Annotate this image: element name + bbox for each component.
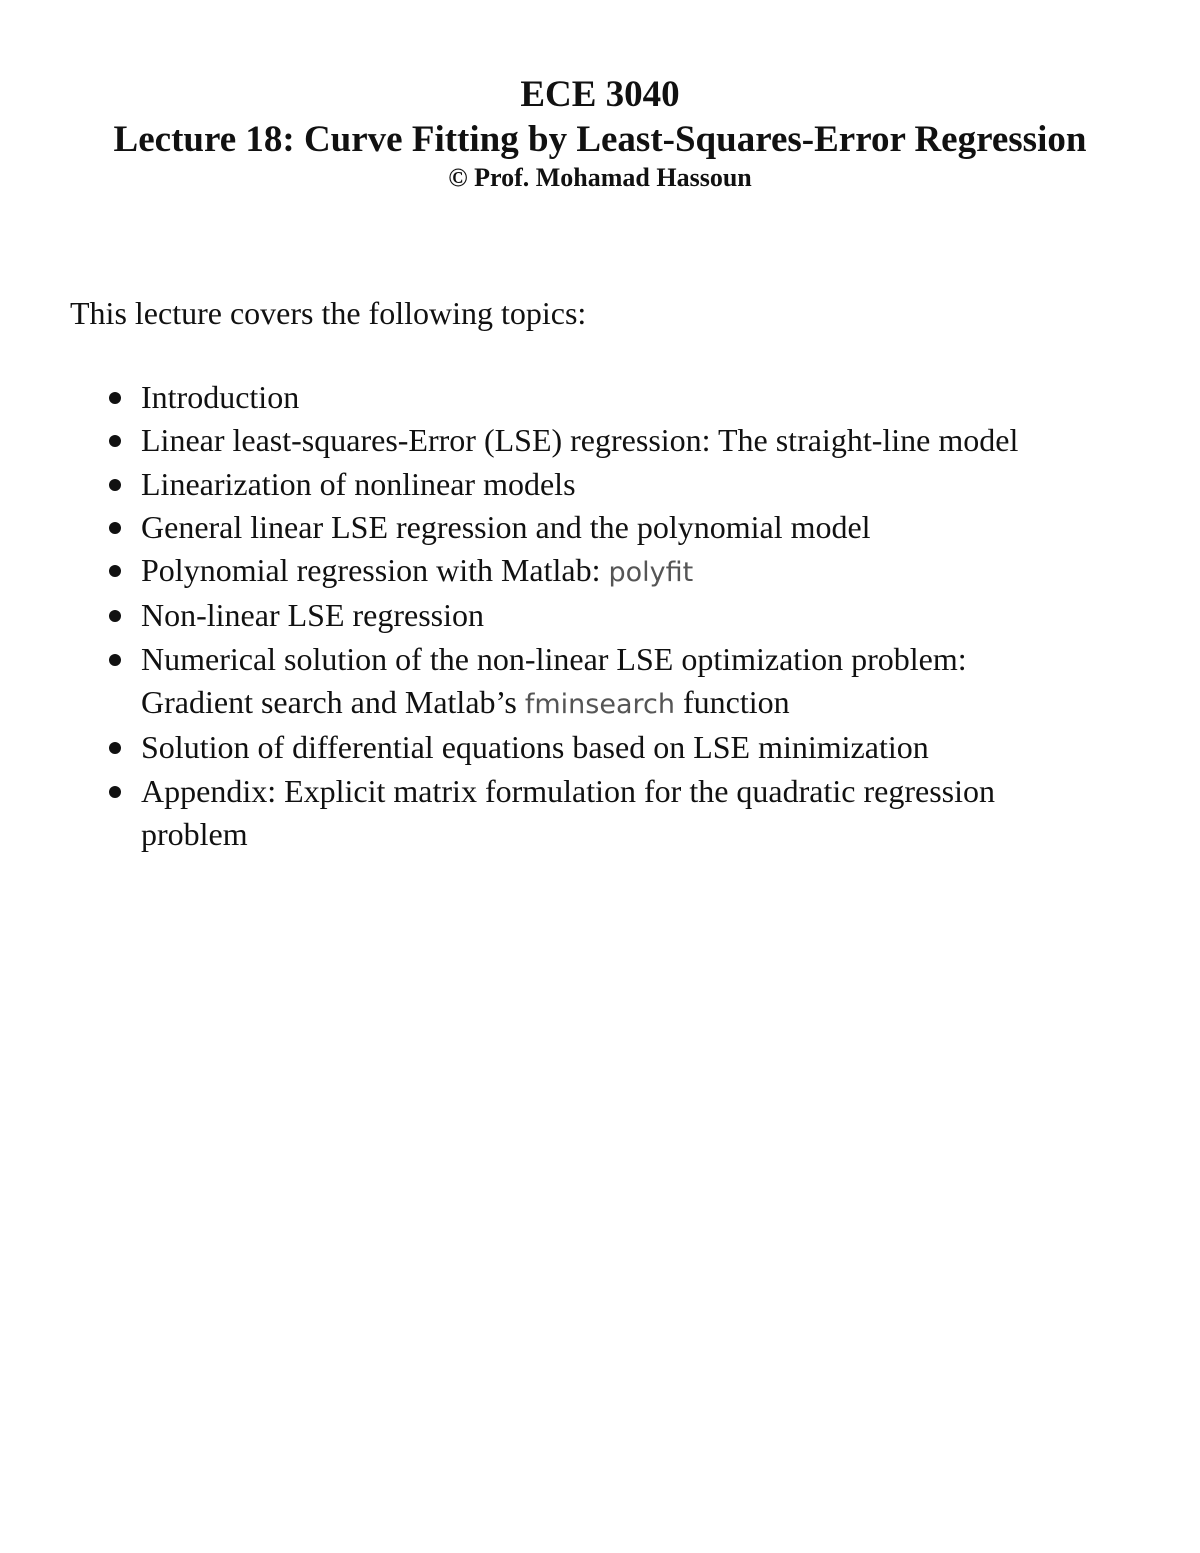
topic-text: Solution of differential equations based on LSE minimization [141, 729, 929, 766]
topic-text: Linearization of nonlinear models [141, 465, 576, 502]
topic-text: Appendix: Explicit matrix formulation for the quadratic regression [141, 772, 995, 809]
intro-text: This lecture covers the following topics: [70, 295, 587, 331]
lecture-title: Lecture 18: Curve Fitting by Least-Squares-Error Regression [113, 119, 1087, 160]
list-item [0, 506, 1200, 549]
bullet-icon [109, 479, 121, 491]
topic-text: General linear LSE regression and the polynomial model [141, 508, 871, 545]
topic-text: Non-linear LSE regression [141, 597, 485, 634]
code-fminsearch: fminsearch [524, 689, 675, 721]
topic-text: Gradient search and Matlab’s [141, 684, 525, 721]
topic-list [0, 376, 1200, 856]
bullet-icon [109, 654, 121, 666]
topic-text: Numerical solution of the non-linear LSE optimization problem: [141, 640, 967, 677]
list-item [0, 594, 1200, 637]
list-item [0, 770, 1200, 857]
bullet-icon [109, 742, 121, 754]
author-credit: © Prof. Mohamad Hassoun [448, 163, 752, 192]
topic-text: Introduction [141, 379, 300, 415]
list-item [0, 726, 1200, 769]
bullet-icon [109, 435, 121, 447]
list-item [0, 638, 1200, 727]
bullet-icon [109, 786, 121, 798]
topic-text: problem [141, 815, 248, 852]
bullet-icon [109, 610, 121, 622]
bullet-icon [109, 392, 121, 404]
list-item [0, 376, 1200, 419]
code-polyfit: polyfit [608, 557, 694, 589]
list-item [0, 419, 1200, 462]
course-code: ECE 3040 [520, 74, 680, 115]
topic-text: Linear least-squares-Error (LSE) regression: The straight-line model [141, 422, 1019, 459]
topic-text: function [674, 684, 790, 721]
list-item [0, 463, 1200, 506]
list-item [0, 549, 1200, 594]
bullet-icon [109, 565, 121, 577]
bullet-icon [109, 522, 121, 534]
topic-text: Polynomial regression with Matlab: [141, 552, 609, 589]
